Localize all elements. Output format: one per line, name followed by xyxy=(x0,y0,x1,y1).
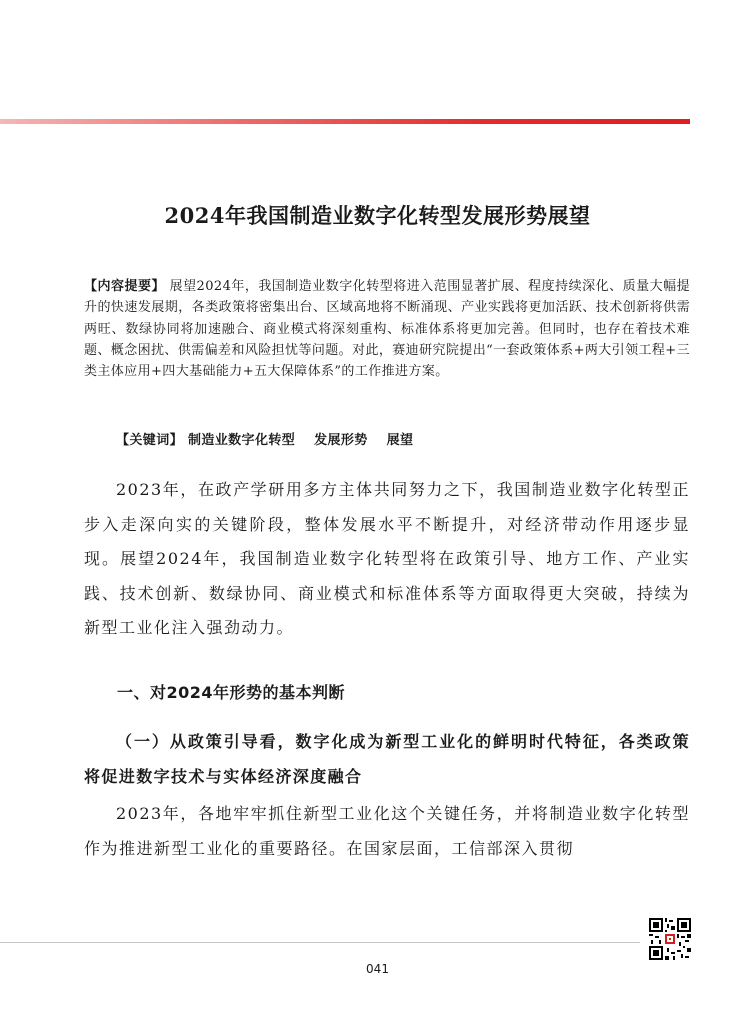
document-title: 2024年我国制造业数字化转型发展形势展望 xyxy=(164,203,591,228)
top-red-rule xyxy=(0,119,690,124)
keywords xyxy=(116,429,696,448)
abstract xyxy=(84,276,690,382)
section-heading: 一、对2024年形势的基本判断 xyxy=(117,683,346,702)
subsection-heading: （一）从政策引导看，数字化成为新型工业化的鲜明时代特征，各类政策将促进数字技术与实体经济深度融合 xyxy=(84,732,690,786)
footer-rule xyxy=(0,942,640,943)
abstract-text: 展望2024年，我国制造业数字化转型将进入范围显著扩展、程度持续深化、质量大幅提升的快速发展期，各类政策将密集出台、区域高地将不断涌现、产业实践将更加活跃、技术创新将供需两旺、数绿协同将加速融合、商业模式将深刻重构、标准体系将更加完善。但同时，也存在着技术难题、概念困扰、供需偏差和风险担忧等问题。对此，赛迪研究院提出“一套政策体系+两大引领工程+三类主体应用+四大基础能力+五大保障体系”的工作推进方案。 xyxy=(84,279,690,380)
keyword: 制造业数字化转型 xyxy=(187,433,296,448)
keyword: 发展形势 xyxy=(314,433,368,448)
keyword: 展望 xyxy=(386,433,414,448)
body-paragraph-intro: 2023年，在政产学研用多方主体共同努力之下，我国制造业数字化转型正步入走深向实的关键阶段，整体发展水平不断提升，对经济带动作用逐步显现。展望2024年，我国制造业数字化转型将在政策引导、地方工作、产业实践、技术创新、数绿协同、商业模式和标准体系等方面取得更大突破，持续为新型工业化注入强劲动力。 xyxy=(84,480,690,637)
body-paragraph-policy: 2023年，各地牢牢抓住新型工业化这个关键任务，并将制造业数字化转型作为推进新型工业化的重要路径。在国家层面，工信部深入贯彻 xyxy=(84,804,690,858)
qr-code-icon xyxy=(649,918,691,960)
abstract-label: 【内容提要】 xyxy=(84,279,165,294)
keywords-label: 【关键词】 xyxy=(116,433,184,448)
page-number: 041 xyxy=(366,962,389,976)
